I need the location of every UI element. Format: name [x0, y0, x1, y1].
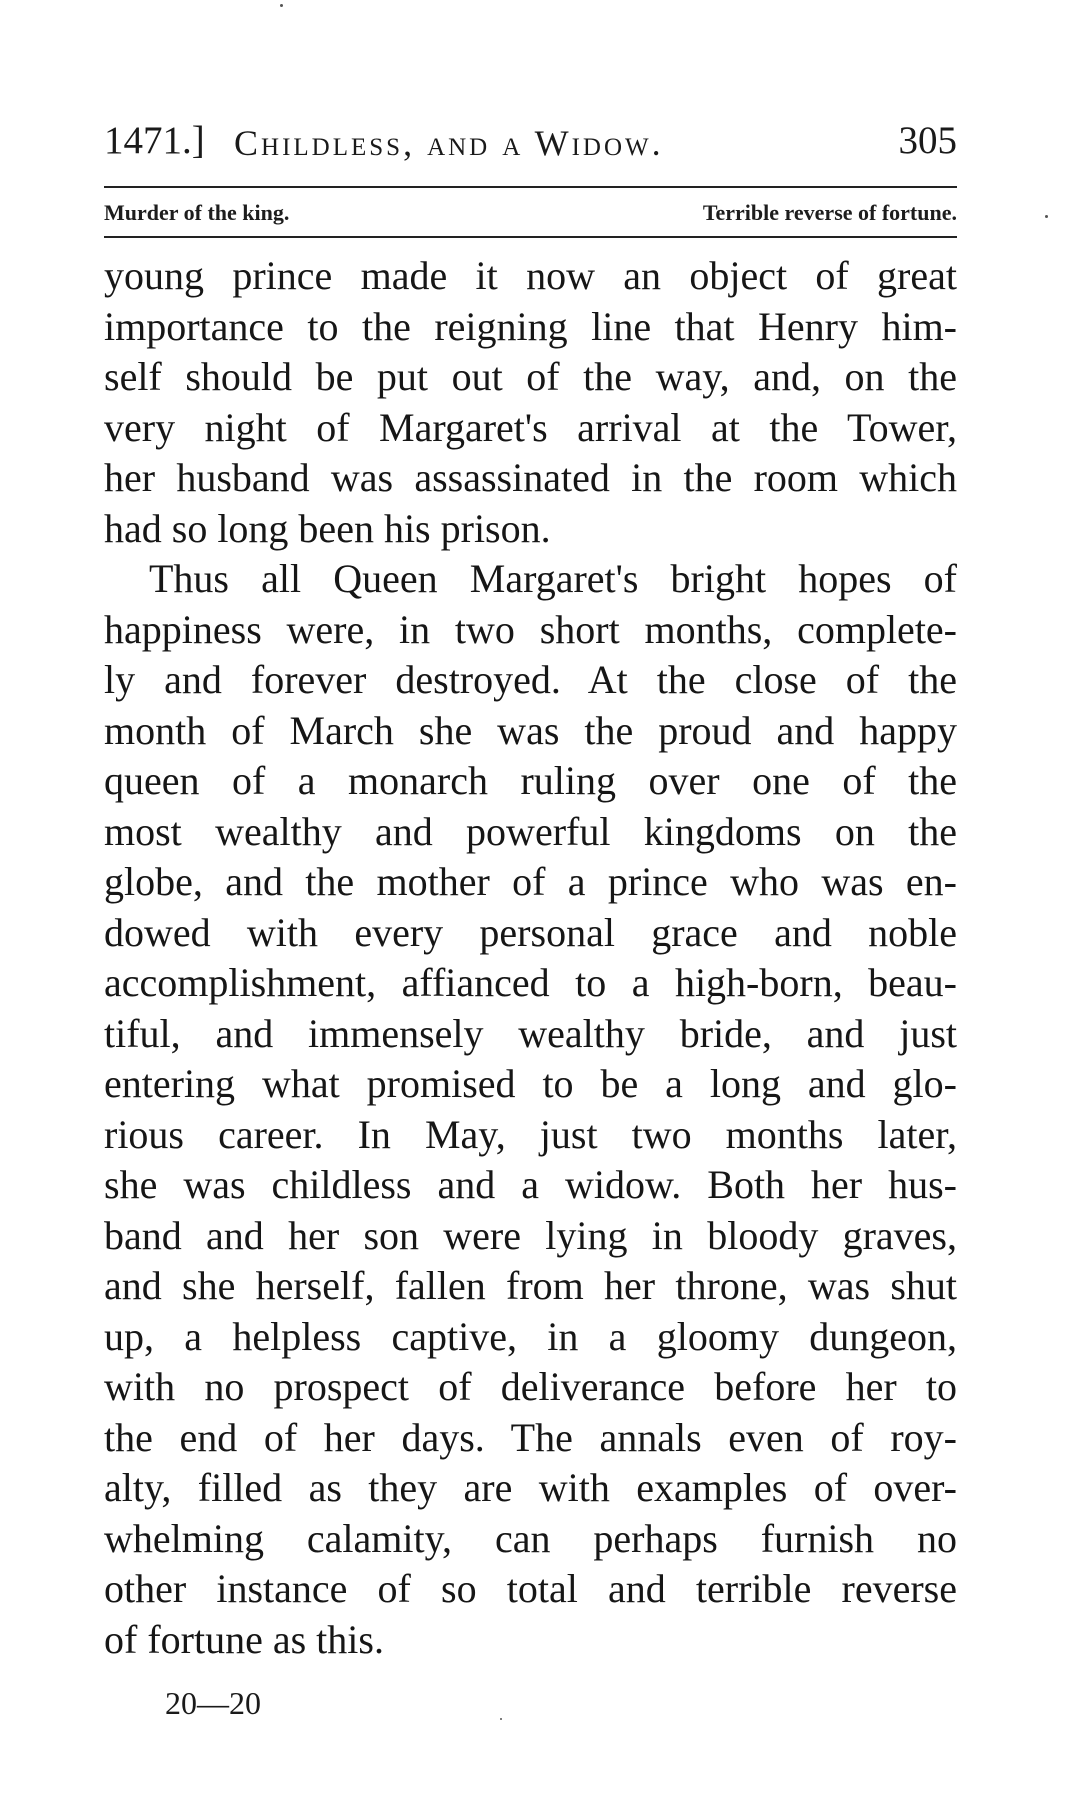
text-line: entering what promised to be a long and glo-	[104, 1061, 957, 1106]
marginal-summaries	[104, 192, 957, 232]
text-line: with no prospect of deliverance before her to	[104, 1364, 957, 1409]
text-line: the end of her days. The annals even of roy-	[104, 1414, 957, 1460]
text-line: queen of a monarch ruling over one of the	[104, 758, 957, 803]
text-line: self should be put out of the way, and, on the	[104, 354, 957, 399]
text-line: she was childless and a widow. Both her hus-	[104, 1162, 957, 1207]
header-rule-bottom	[104, 236, 957, 238]
text-line: accomplishment, affianced to a high-born, beau-	[104, 960, 957, 1005]
text-line: rious career. In May, just two months later,	[104, 1111, 957, 1157]
text-line: month of March she was the proud and happy	[104, 707, 957, 753]
text-line: alty, filled as they are with examples of over-	[104, 1465, 957, 1510]
running-title: Childless, and a Widow.	[234, 123, 664, 163]
scan-speck	[500, 1718, 502, 1720]
text-line: Thus all Queen Margaret's bright hopes of	[149, 556, 957, 601]
text-line: other instance of so total and terrible reverse	[104, 1566, 957, 1611]
scan-speck	[1045, 215, 1048, 218]
text-line: of fortune as this.	[104, 1616, 384, 1662]
summary-right: Terrible reverse of fortune.	[702, 200, 957, 225]
text-line: up, a helpless captive, in a gloomy dungeon,	[104, 1313, 957, 1359]
running-head	[104, 112, 957, 164]
page-number: 305	[898, 119, 957, 162]
text-line: globe, and the mother of a prince who was en-	[104, 859, 957, 904]
text-line: young prince made it now an object of great	[104, 253, 957, 298]
text-line: dowed with every personal grace and noble	[104, 909, 957, 955]
chapter-year: 1471.]	[104, 119, 205, 162]
header-rule-top	[104, 186, 957, 188]
text-line: happiness were, in two short months, complete-	[104, 606, 957, 652]
text-line: most wealthy and powerful kingdoms on the	[104, 808, 957, 854]
text-line: importance to the reigning line that Henry him-	[104, 303, 957, 349]
text-line: tiful, and immensely wealthy bride, and just	[104, 1010, 957, 1056]
body-text	[104, 251, 957, 1665]
summary-left: Murder of the king.	[104, 200, 290, 225]
text-line: ly and forever destroyed. At the close of the	[104, 657, 957, 702]
printer-signature-mark: 20—20	[165, 1685, 261, 1721]
text-line: band and her son were lying in bloody graves,	[104, 1212, 957, 1258]
scan-speck	[280, 4, 283, 7]
text-line: whelming calamity, can perhaps furnish no	[104, 1515, 957, 1561]
text-line: her husband was assassinated in the room which	[104, 455, 957, 500]
text-line: had so long been his prison.	[104, 505, 551, 551]
text-line: and she herself, fallen from her throne, was shut	[104, 1263, 957, 1308]
text-line: very night of Margaret's arrival at the Tower,	[104, 404, 957, 450]
